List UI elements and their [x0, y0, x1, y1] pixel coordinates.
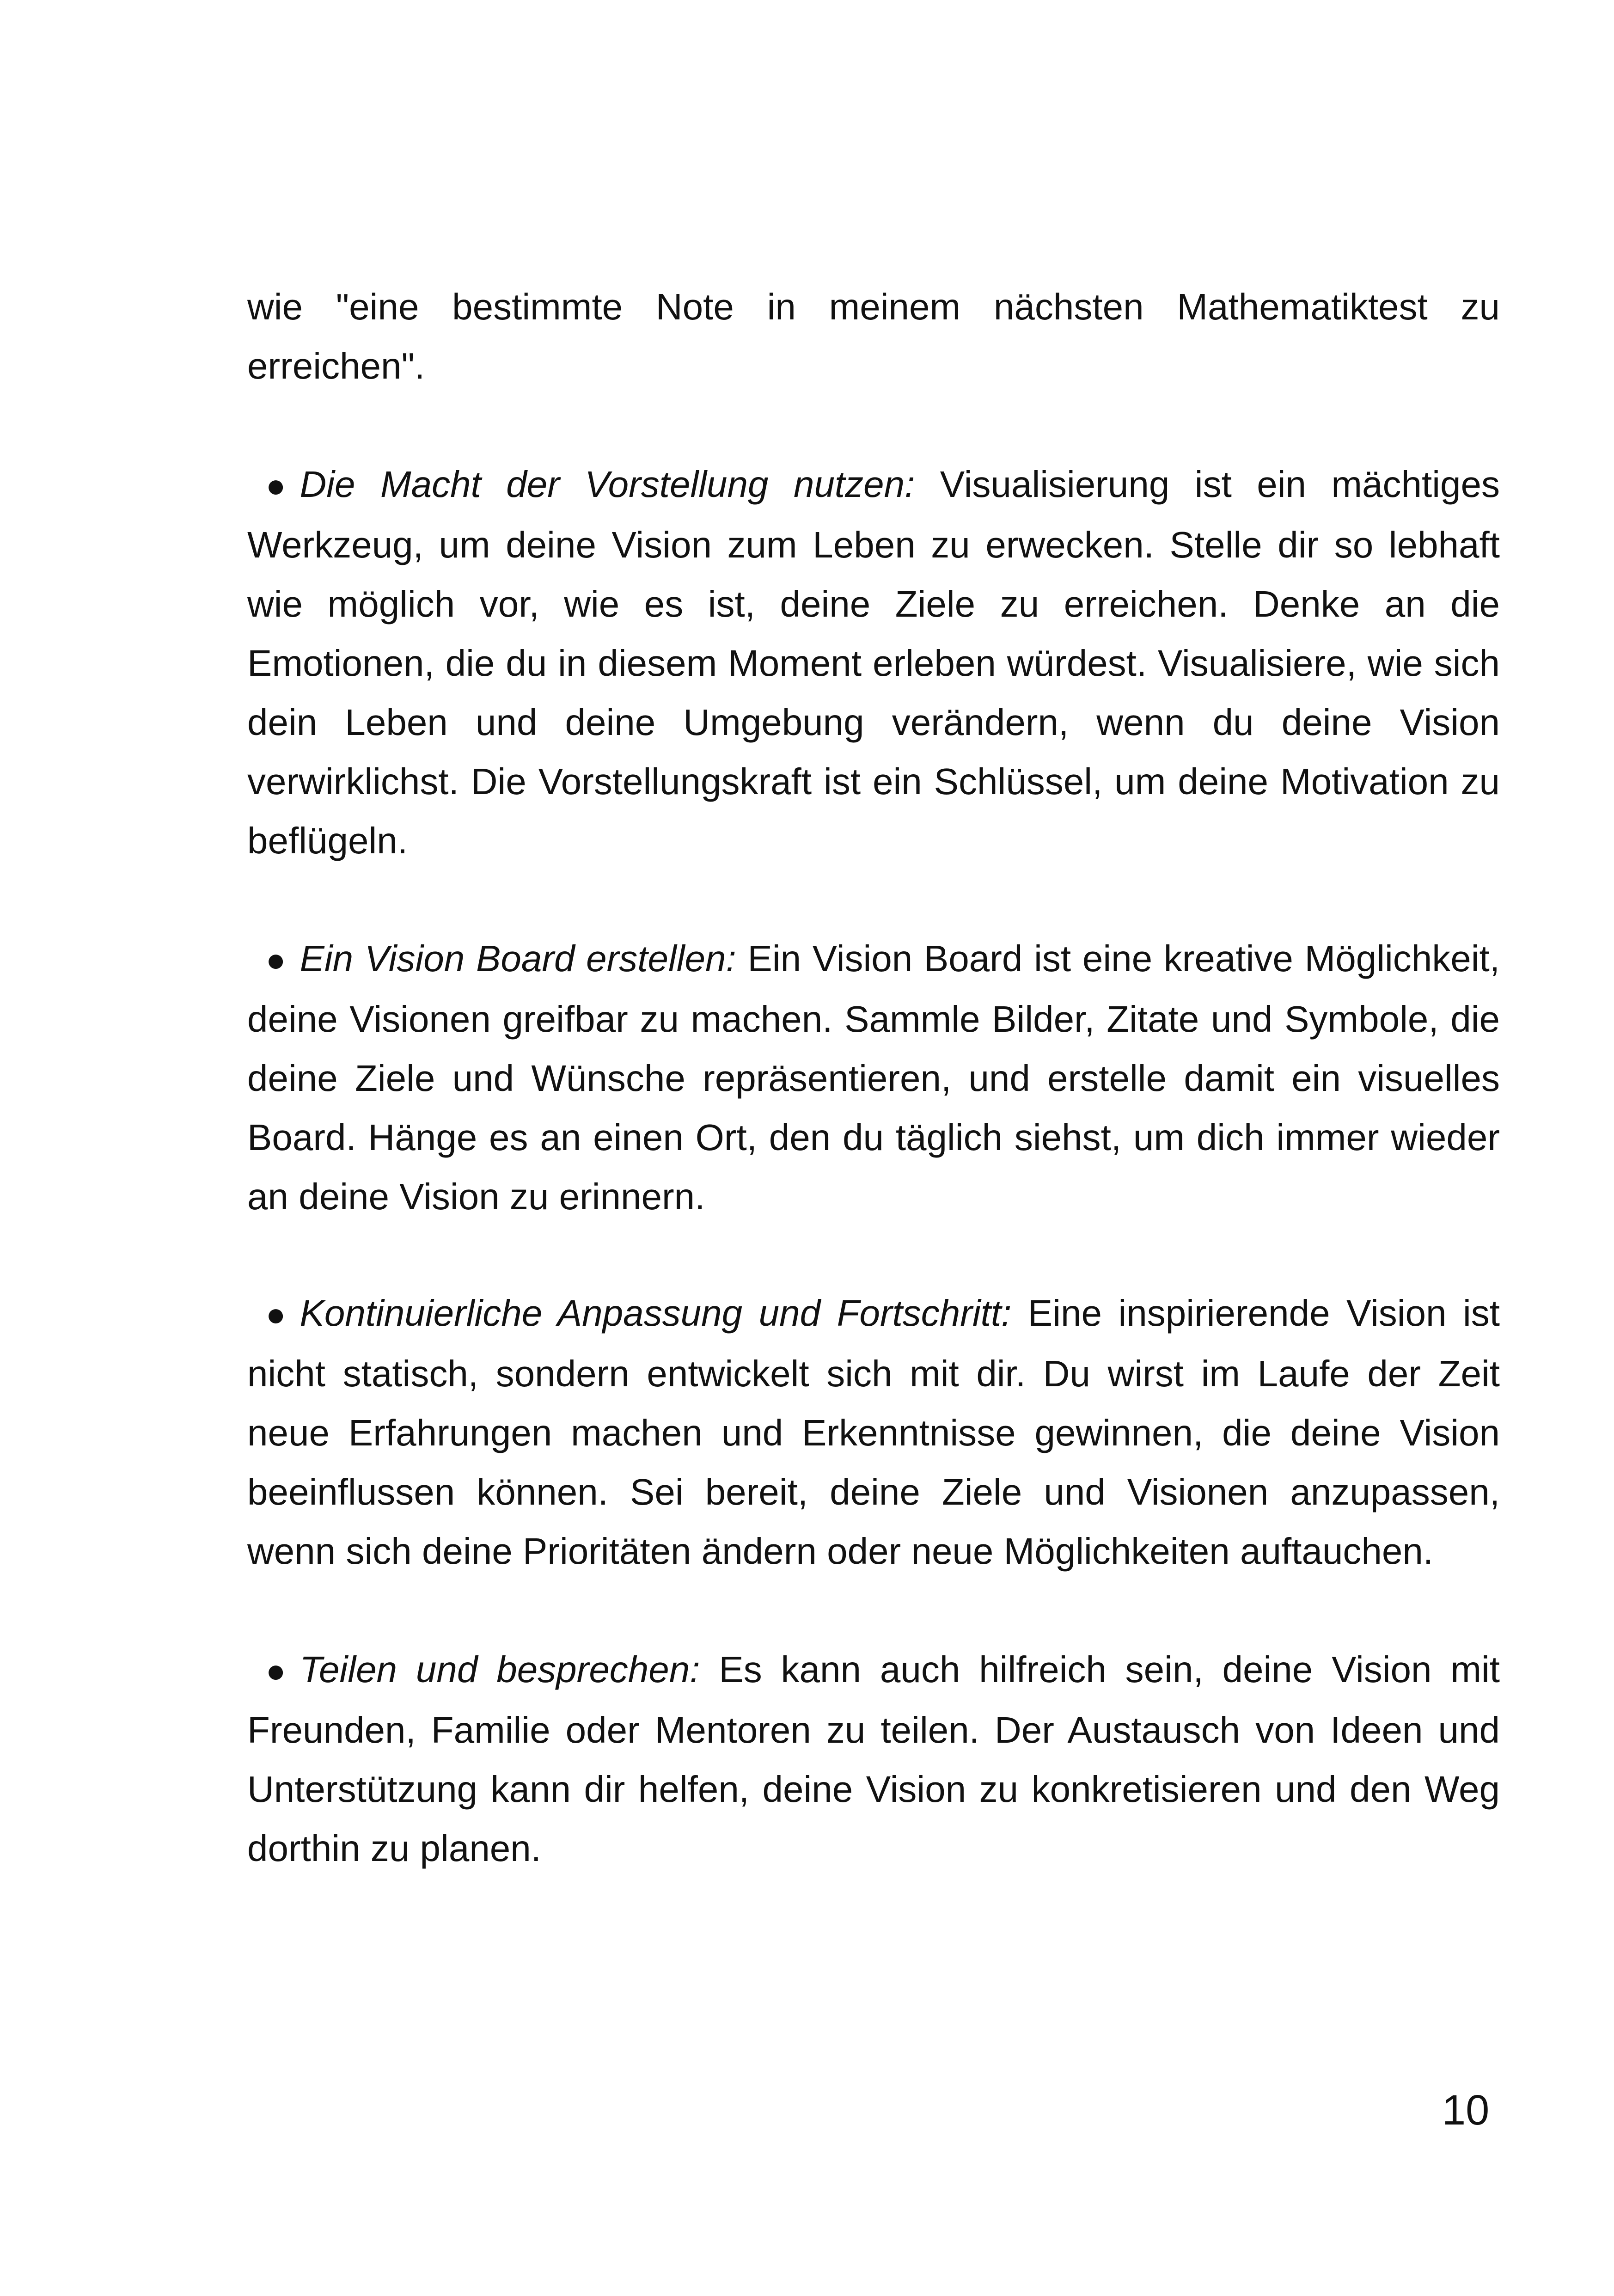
page-number: 10	[1442, 2087, 1490, 2134]
bullet-term: Teilen und besprechen:	[300, 1649, 700, 1690]
bullet-text: Eine inspirierende Vision ist nicht statisch, sondern entwickelt sich mit dir. Du wirst im Laufe der Zeit neue Erfahrungen machen und Erkenntnisse gewinnen, die deine Vision beeinflussen können. Sei bereit, deine Ziele und Visionen anzupassen, wenn sich deine Prioritäten ändern oder neue Möglichkeiten auftauchen.	[247, 1292, 1500, 1572]
intro-continuation-paragraph: wie "eine bestimmte Note in meinem nächsten Mathematiktest zu erreichen".	[247, 286, 1500, 386]
bullet-text: Visualisierung ist ein mächtiges Werkzeug, um deine Vision zum Leben zu erwecken. Stelle dir so lebhaft wie möglich vor, wie es ist, deine Ziele zu erreichen. Denke an die Emotionen, die du in diesem Moment erleben würdest. Visualisiere, wie sich dein Leben und deine Umgebung verändern, wenn du deine Vision verwirklichst. Die Vorstellungskraft ist ein Schlüssel, um deine Motivation zu beflügeln.	[247, 464, 1500, 861]
bullet-paragraph-vision-board	[247, 929, 1500, 1226]
bullet-icon: ●	[266, 1653, 286, 1690]
bullet-term: Kontinuierliche Anpassung und Fortschritt:	[300, 1292, 1012, 1334]
bullet-icon: ●	[266, 942, 286, 979]
bullet-paragraph-anpassung	[247, 1284, 1500, 1581]
bullet-term: Ein Vision Board erstellen:	[300, 938, 736, 979]
bullet-term: Die Macht der Vorstellung nutzen:	[300, 464, 915, 505]
bullet-paragraph-vorstellung	[247, 455, 1500, 870]
bullet-paragraph-teilen	[247, 1640, 1500, 1878]
bullet-text: Es kann auch hilfreich sein, deine Vision mit Freunden, Familie oder Mentoren zu teilen. Der Austausch von Ideen und Unterstützung kann dir helfen, deine Vision zu konkretisieren und den Weg dorthin zu planen.	[247, 1649, 1500, 1869]
bullet-icon: ●	[266, 1296, 286, 1333]
bullet-text: Ein Vision Board ist eine kreative Möglichkeit, deine Visionen greifbar zu machen. Sammle Bilder, Zitate und Symbole, die deine Ziele und Wünsche repräsentieren, und erstelle damit ein visuelles Board. Hänge es an einen Ort, den du täglich siehst, um dich immer wieder an deine Vision zu erinnern.	[247, 938, 1500, 1217]
bullet-icon: ●	[266, 467, 286, 504]
